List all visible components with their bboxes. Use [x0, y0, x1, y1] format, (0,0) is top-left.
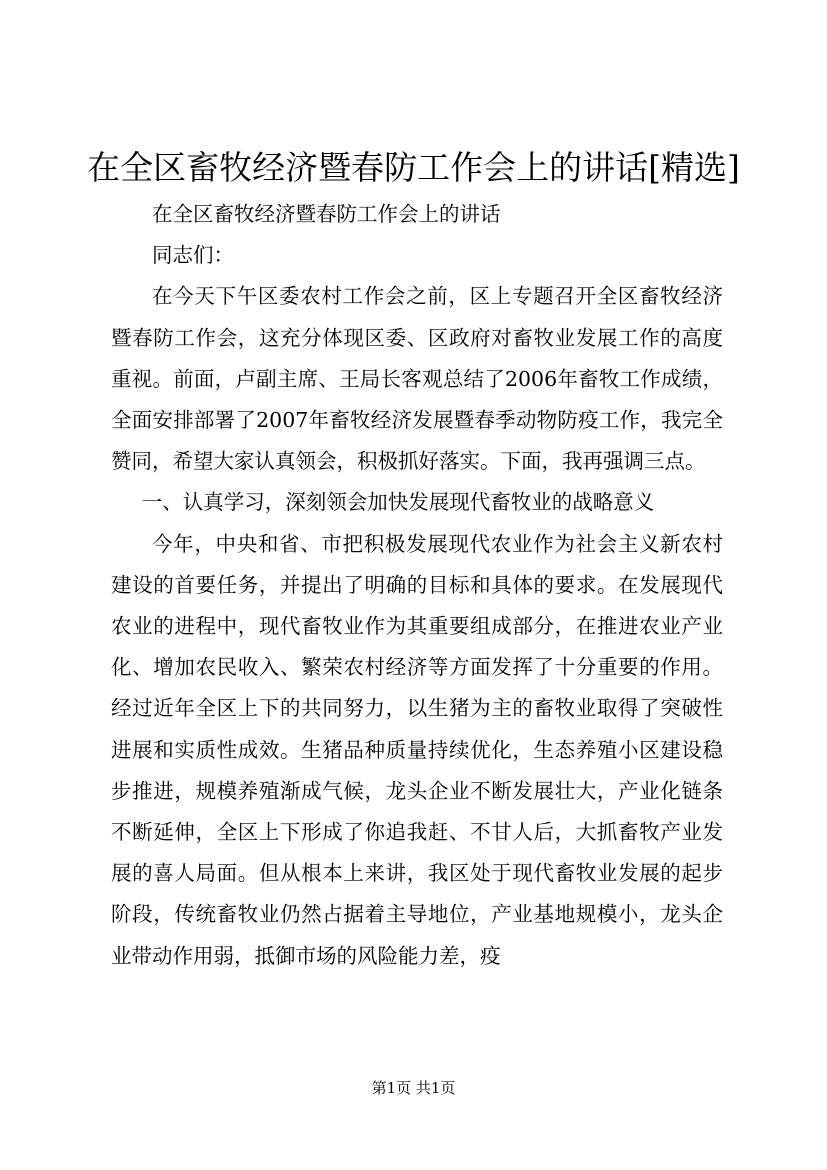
document-title: 在全区畜牧经济暨春防工作会上的讲话[精选] — [87, 148, 740, 187]
paragraph: 在今天下午区委农村工作会之前，区上专题召开全区畜牧经济暨春防工作会，这充分体现区委、区政府对畜牧业发展工作的高度重视。前面，卢副主席、王局长客观总结了2006年畜牧工作成绩，全面安排部署了2007年畜牧经济发展暨春季动物防疫工作，我完全赞同，希望大家认真领会，积极抓好落实。下面，我再强调三点。 — [111, 284, 723, 474]
paragraph: 今年，中央和省、市把积极发展现代农业作为社会主义新农村建设的首要任务，并提出了明确的目标和具体的要求。在发展现代农业的进程中，现代畜牧业作为其重要组成部分，在推进农业产业化、增加农民收入、繁荣农村经济等方面发挥了十分重要的作用。经过近年全区上下的共同努力，以生猪为主的畜牧业取得了突破性进展和实质性成效。生猪品种质量持续优化，生态养殖小区建设稳步推进，规模养殖渐成气候，龙头企业不断发展壮大，产业化链条不断延伸，全区上下形成了你追我赶、不甘人后，大抓畜牧产业发展的喜人局面。但从根本上来讲，我区处于现代畜牧业发展的起步阶段，传统畜牧业仍然占据着主导地位，产业基地规模小，龙头企业带动作用弱，抵御市场的风险能力差，疫 — [111, 531, 723, 968]
salutation: 同志们： — [152, 243, 234, 268]
section-heading: 一、认真学习，深刻领会加快发展现代畜牧业的战略意义 — [141, 490, 655, 515]
subtitle: 在全区畜牧经济暨春防工作会上的讲话 — [152, 202, 501, 226]
page-footer: 第1页 共1页 — [371, 1079, 456, 1097]
document-body — [111, 194, 723, 977]
